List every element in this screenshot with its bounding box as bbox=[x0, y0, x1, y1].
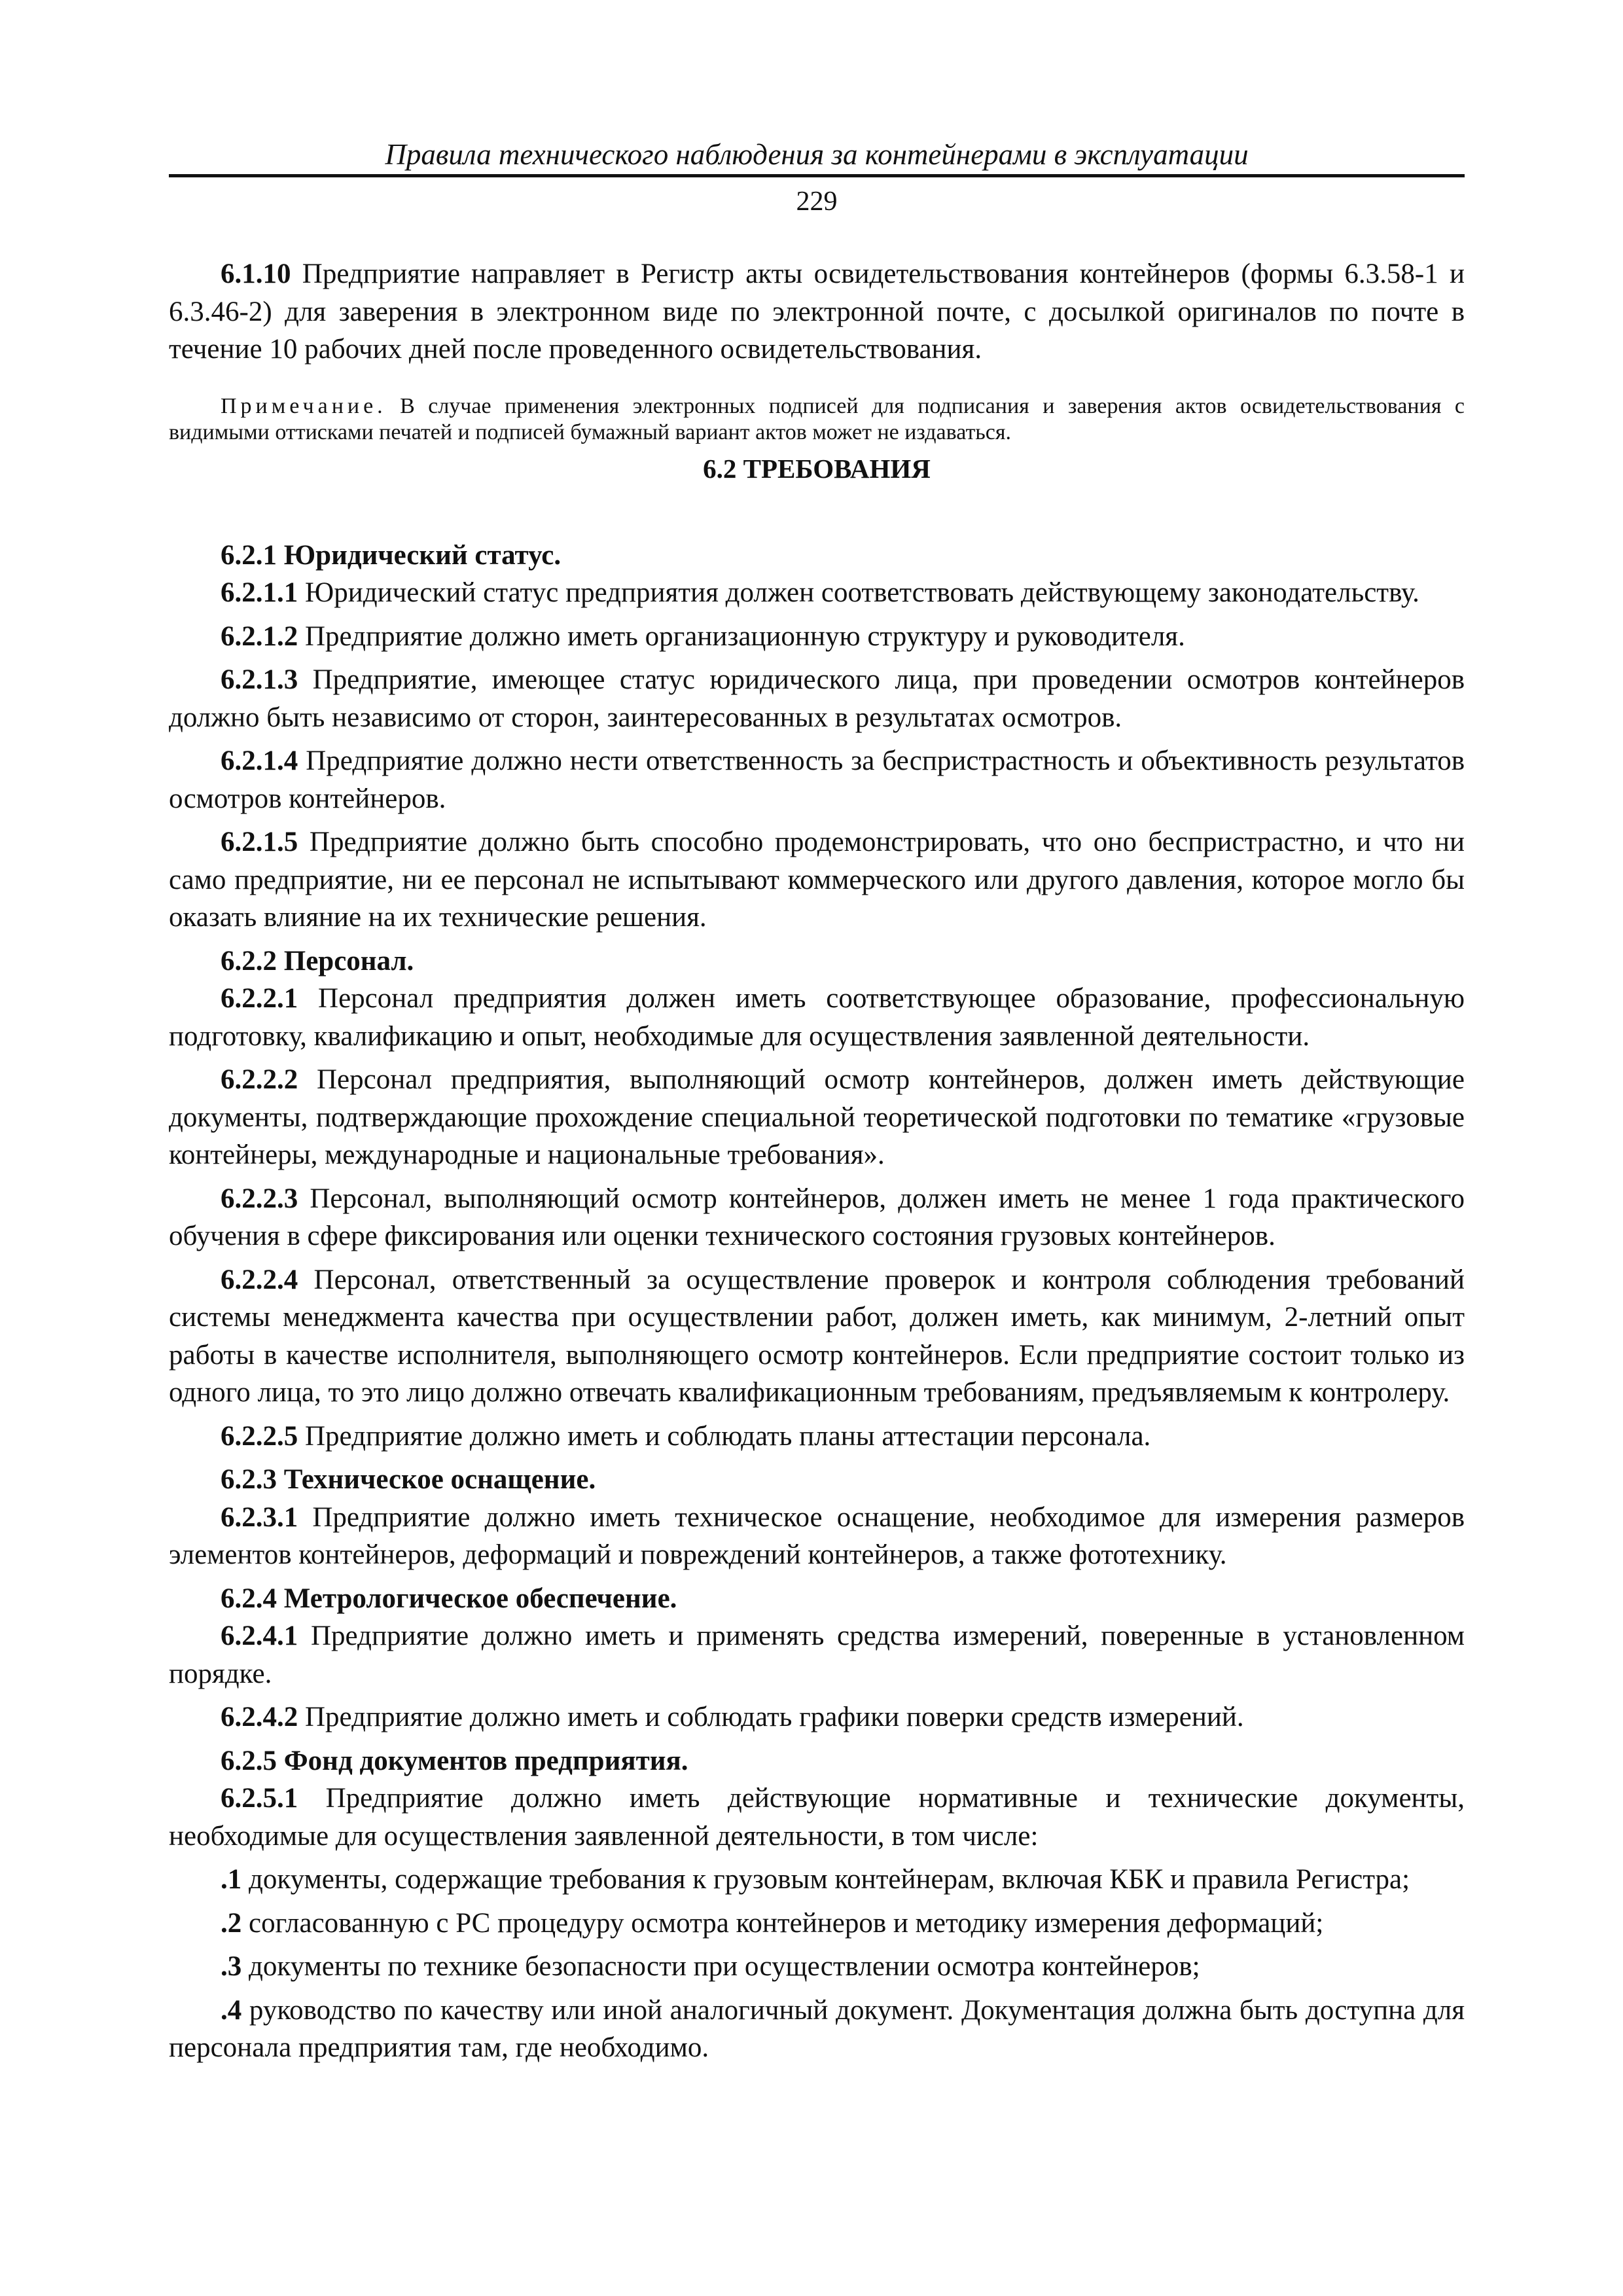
clause-number: 6.2.5.1 bbox=[221, 1783, 298, 1814]
list-item-number: .3 bbox=[221, 1951, 242, 1982]
subsection-heading-6-2-1: 6.2.1 Юридический статус. bbox=[221, 539, 562, 571]
list-item-number: .2 bbox=[221, 1907, 242, 1939]
paragraph-6-2-1-1 bbox=[169, 574, 1465, 612]
list-item-text: руководство по качеству или иной аналогичный документ. Документация должна быть доступна для персонала предприятия там, где необходимо. bbox=[169, 1994, 1465, 2063]
note-text: В случае применения электронных подписей для подписания и заверения актов освидетельствования с видимыми оттисками печатей и подписей бумажный вариант актов может не издаваться. bbox=[169, 393, 1465, 444]
note bbox=[169, 393, 1465, 446]
clause-text: Предприятие, имеющее статус юридического лица, при проведении осмотров контейнеров должно быть независимо от сторон, заинтересованных в результатах осмотров. bbox=[169, 664, 1465, 733]
clause-number: 6.2.4.2 bbox=[221, 1702, 298, 1732]
clause-number: 6.2.2.3 bbox=[221, 1183, 298, 1214]
list-item-2 bbox=[169, 1905, 1465, 1943]
paragraph-6-2-1-3 bbox=[169, 661, 1465, 736]
paragraph-6-2-5-1 bbox=[169, 1780, 1465, 1855]
clause-text: Предприятие должно иметь организационную структуру и руководителя. bbox=[298, 620, 1185, 652]
clause-number: 6.1.10 bbox=[221, 259, 291, 289]
clause-text: Предприятие должно иметь техническое оснащение, необходимое для измерения размеров элементов контейнеров, деформаций и повреждений контейнеров, а также фототехнику. bbox=[169, 1501, 1465, 1570]
paragraph-6-2-3-1 bbox=[169, 1499, 1465, 1574]
paragraph-6-2-1-4 bbox=[169, 742, 1465, 817]
page-number: 229 bbox=[796, 187, 838, 217]
paragraph-6-2-2-3 bbox=[169, 1180, 1465, 1255]
clause-text: Персонал предприятия должен иметь соответствующее образование, профессиональную подготовку, квалификацию и опыт, необходимые для осуществления заявленной деятельности. bbox=[169, 983, 1465, 1052]
clause-number: 6.2.1.5 bbox=[221, 827, 298, 857]
list-item-number: .1 bbox=[221, 1864, 242, 1895]
clause-text: Предприятие должно быть способно продемонстрировать, что оно беспристрастно, и что ни само предприятие, ни ее персонал не испытывают коммерческого или другого давления, которое могло бы оказать влияние на их технические решения. bbox=[169, 827, 1465, 933]
clause-text: Предприятие должно нести ответственность за беспристрастность и объективность результатов осмотров контейнеров. bbox=[169, 745, 1465, 814]
clause-number: 6.2.2.1 bbox=[221, 983, 298, 1014]
paragraph-6-2-1-5 bbox=[169, 823, 1465, 937]
header-rule bbox=[169, 174, 1465, 177]
subsection-heading-6-2-3: 6.2.3 Техническое оснащение. bbox=[221, 1464, 596, 1495]
clause-text: Предприятие должно иметь и применять средства измерений, поверенные в установленном порядке. bbox=[169, 1621, 1465, 1689]
paragraph-6-2-2-5 bbox=[169, 1418, 1465, 1456]
list-item-text: документы по технике безопасности при осуществлении осмотра контейнеров; bbox=[241, 1951, 1200, 1982]
paragraph-6-2-4-1 bbox=[169, 1617, 1465, 1693]
subsection-heading-6-2-5: 6.2.5 Фонд документов предприятия. bbox=[221, 1745, 688, 1776]
clause-text: Предприятие должно иметь действующие нормативные и технические документы, необходимые для осуществления заявленной деятельности, в том числе: bbox=[169, 1783, 1465, 1852]
clause-text: Персонал предприятия, выполняющий осмотр контейнеров, должен иметь действующие документы, подтверждающие прохождение специальной теоретической подготовки по тематике «грузовые контейнеры, международные и национальные требования». bbox=[169, 1064, 1465, 1170]
note-label: Примечание. bbox=[221, 393, 387, 418]
clause-text: Предприятие направляет в Регистр акты освидетельствования контейнеров (формы 6.3.58-1 и 6.3.46-2) для заверения в электронном виде по электронной почте, с досылкой оригиналов по почте в течение 10 рабочих дней после проведенного освидетельствования. bbox=[169, 259, 1465, 365]
clause-number: 6.2.3.1 bbox=[221, 1501, 298, 1533]
list-item-text: согласованную с РС процедуру осмотра контейнеров и методику измерения деформаций; bbox=[241, 1907, 1324, 1939]
clause-text: Предприятие должно иметь и соблюдать планы аттестации персонала. bbox=[298, 1420, 1151, 1452]
clause-number: 6.2.2.4 bbox=[221, 1264, 298, 1295]
clause-number: 6.2.1.3 bbox=[221, 664, 298, 695]
clause-number: 6.2.2.5 bbox=[221, 1420, 298, 1452]
list-item-3 bbox=[169, 1948, 1465, 1986]
list-item-1 bbox=[169, 1861, 1465, 1899]
paragraph-6-2-1-2 bbox=[169, 618, 1465, 656]
clause-text: Юридический статус предприятия должен соответствовать действующему законодательству. bbox=[298, 577, 1419, 608]
clause-text: Персонал, выполняющий осмотр контейнеров, должен иметь не менее 1 года практического обучения в сфере фиксирования или оценки технического состояния грузовых контейнеров. bbox=[169, 1183, 1465, 1251]
clause-number: 6.2.4.1 bbox=[221, 1621, 298, 1651]
paragraph-6-2-2-2 bbox=[169, 1061, 1465, 1174]
paragraph-6-2-2-4 bbox=[169, 1261, 1465, 1412]
clause-number: 6.2.2.2 bbox=[221, 1064, 298, 1095]
clause-number: 6.2.1.2 bbox=[221, 620, 298, 652]
paragraph-6-2-2-1 bbox=[169, 980, 1465, 1055]
subsection-heading-6-2-4: 6.2.4 Метрологическое обеспечение. bbox=[221, 1583, 677, 1614]
paragraph-6-1-10 bbox=[169, 255, 1465, 368]
subsection-heading-6-2-2: 6.2.2 Персонал. bbox=[221, 945, 414, 977]
clause-number: 6.2.1.1 bbox=[221, 577, 298, 608]
page-body bbox=[169, 255, 1465, 2073]
list-item-number: .4 bbox=[221, 1994, 242, 2026]
clause-number: 6.2.1.4 bbox=[221, 745, 298, 776]
clause-text: Предприятие должно иметь и соблюдать графики поверки средств измерений. bbox=[298, 1702, 1244, 1732]
running-header: Правила технического наблюдения за контейнерами в эксплуатации bbox=[385, 138, 1249, 171]
paragraph-6-2-4-2 bbox=[169, 1698, 1465, 1736]
section-title: 6.2 ТРЕБОВАНИЯ bbox=[703, 453, 931, 484]
list-item-4 bbox=[169, 1992, 1465, 2067]
list-item-text: документы, содержащие требования к грузовым контейнерам, включая КБК и правила Регистра; bbox=[241, 1864, 1410, 1895]
clause-text: Персонал, ответственный за осуществление проверок и контроля соблюдения требований системы менеджмента качества при осуществлении работ, должен иметь, как минимум, 2-летний опыт работы в качестве исполнителя, выполняющего осмотр контейнеров. Если предприятие состоит только из одного лица, то это лицо должно отвечать квалификационным требованиям, предъявляемым к контролеру. bbox=[169, 1264, 1465, 1408]
